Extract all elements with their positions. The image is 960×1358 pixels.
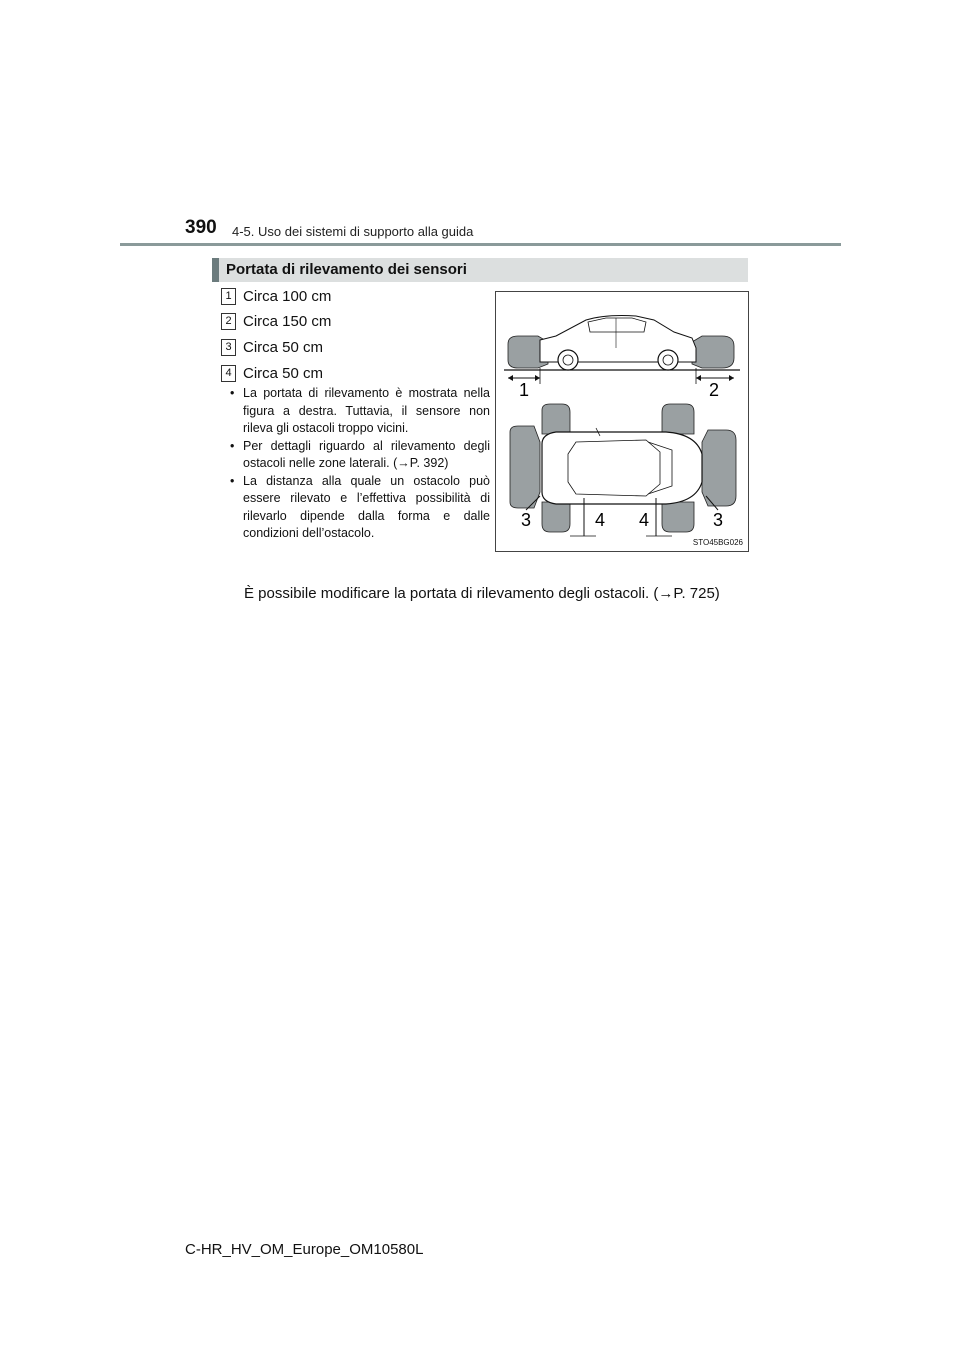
callout-2: 2 xyxy=(708,380,720,400)
sensor-range-diagram xyxy=(496,292,748,551)
car-top-body xyxy=(542,432,702,504)
item-label: Circa 50 cm xyxy=(243,365,324,382)
callout-1: 1 xyxy=(518,380,530,400)
rear-left-corner-zone xyxy=(542,404,570,434)
subheading xyxy=(212,258,748,282)
header-rule xyxy=(120,243,841,246)
front-right-corner-zone xyxy=(662,502,694,532)
sensor-range-figure xyxy=(495,291,749,552)
bullet: • xyxy=(230,473,235,488)
bullet: • xyxy=(230,438,235,453)
callout-3-right: 3 xyxy=(712,510,724,530)
note-item xyxy=(230,385,490,438)
notes-list xyxy=(230,385,490,543)
front-wheel xyxy=(658,350,678,370)
item-number-badge: 4 xyxy=(221,365,236,382)
item-number-badge: 3 xyxy=(221,339,236,356)
arrow-head xyxy=(508,375,513,381)
section-title: 4-5. Uso dei sistemi di supporto alla guida xyxy=(232,224,474,239)
front-zone-side xyxy=(692,336,734,368)
arrow-head xyxy=(535,375,540,381)
item-number-badge: 1 xyxy=(221,288,236,305)
subheading-text: Portata di rilevamento dei sensori xyxy=(226,261,467,278)
callout-3-left: 3 xyxy=(520,510,532,530)
item-label: Circa 100 cm xyxy=(243,288,332,305)
figure-code: STO45BG026 xyxy=(692,538,743,547)
note-item xyxy=(230,438,490,473)
front-left-corner-zone xyxy=(662,404,694,434)
item-number-badge: 2 xyxy=(221,313,236,330)
rear-right-corner-zone xyxy=(542,502,570,532)
bullet: • xyxy=(230,386,235,400)
subheading-bar xyxy=(212,258,219,282)
rear-wheel xyxy=(558,350,578,370)
arrow-head xyxy=(729,375,734,381)
bottom-text: È possibile modificare la portata di rilevamento degli ostacoli. (→P. 725) xyxy=(244,585,720,602)
footer-document-code: C-HR_HV_OM_Europe_OM10580L xyxy=(185,1241,424,1258)
note-item xyxy=(230,473,490,543)
note-text: La distanza alla quale un ostacolo può essere rilevato e l’effettiva possibilità di rilevarlo dipende dalla forma e dalle condizioni dell’ostacolo. xyxy=(243,473,490,540)
front-zone-top xyxy=(702,430,736,506)
callout-4-left: 4 xyxy=(594,510,606,530)
callout-4-right: 4 xyxy=(638,510,650,530)
page-number: 390 xyxy=(185,217,217,238)
arrow-head xyxy=(696,375,701,381)
item-label: Circa 50 cm xyxy=(243,339,324,356)
note-text: La portata di rilevamento è mostrata nella figura a destra. Tuttavia, il sensore non rileva gli ostacoli troppo vicini. xyxy=(243,386,490,435)
item-label: Circa 150 cm xyxy=(243,313,332,330)
note-text: Per dettagli riguardo al rilevamento degli ostacoli nelle zone laterali. (→P. 392) xyxy=(243,438,490,470)
rear-zone-top xyxy=(510,426,540,508)
